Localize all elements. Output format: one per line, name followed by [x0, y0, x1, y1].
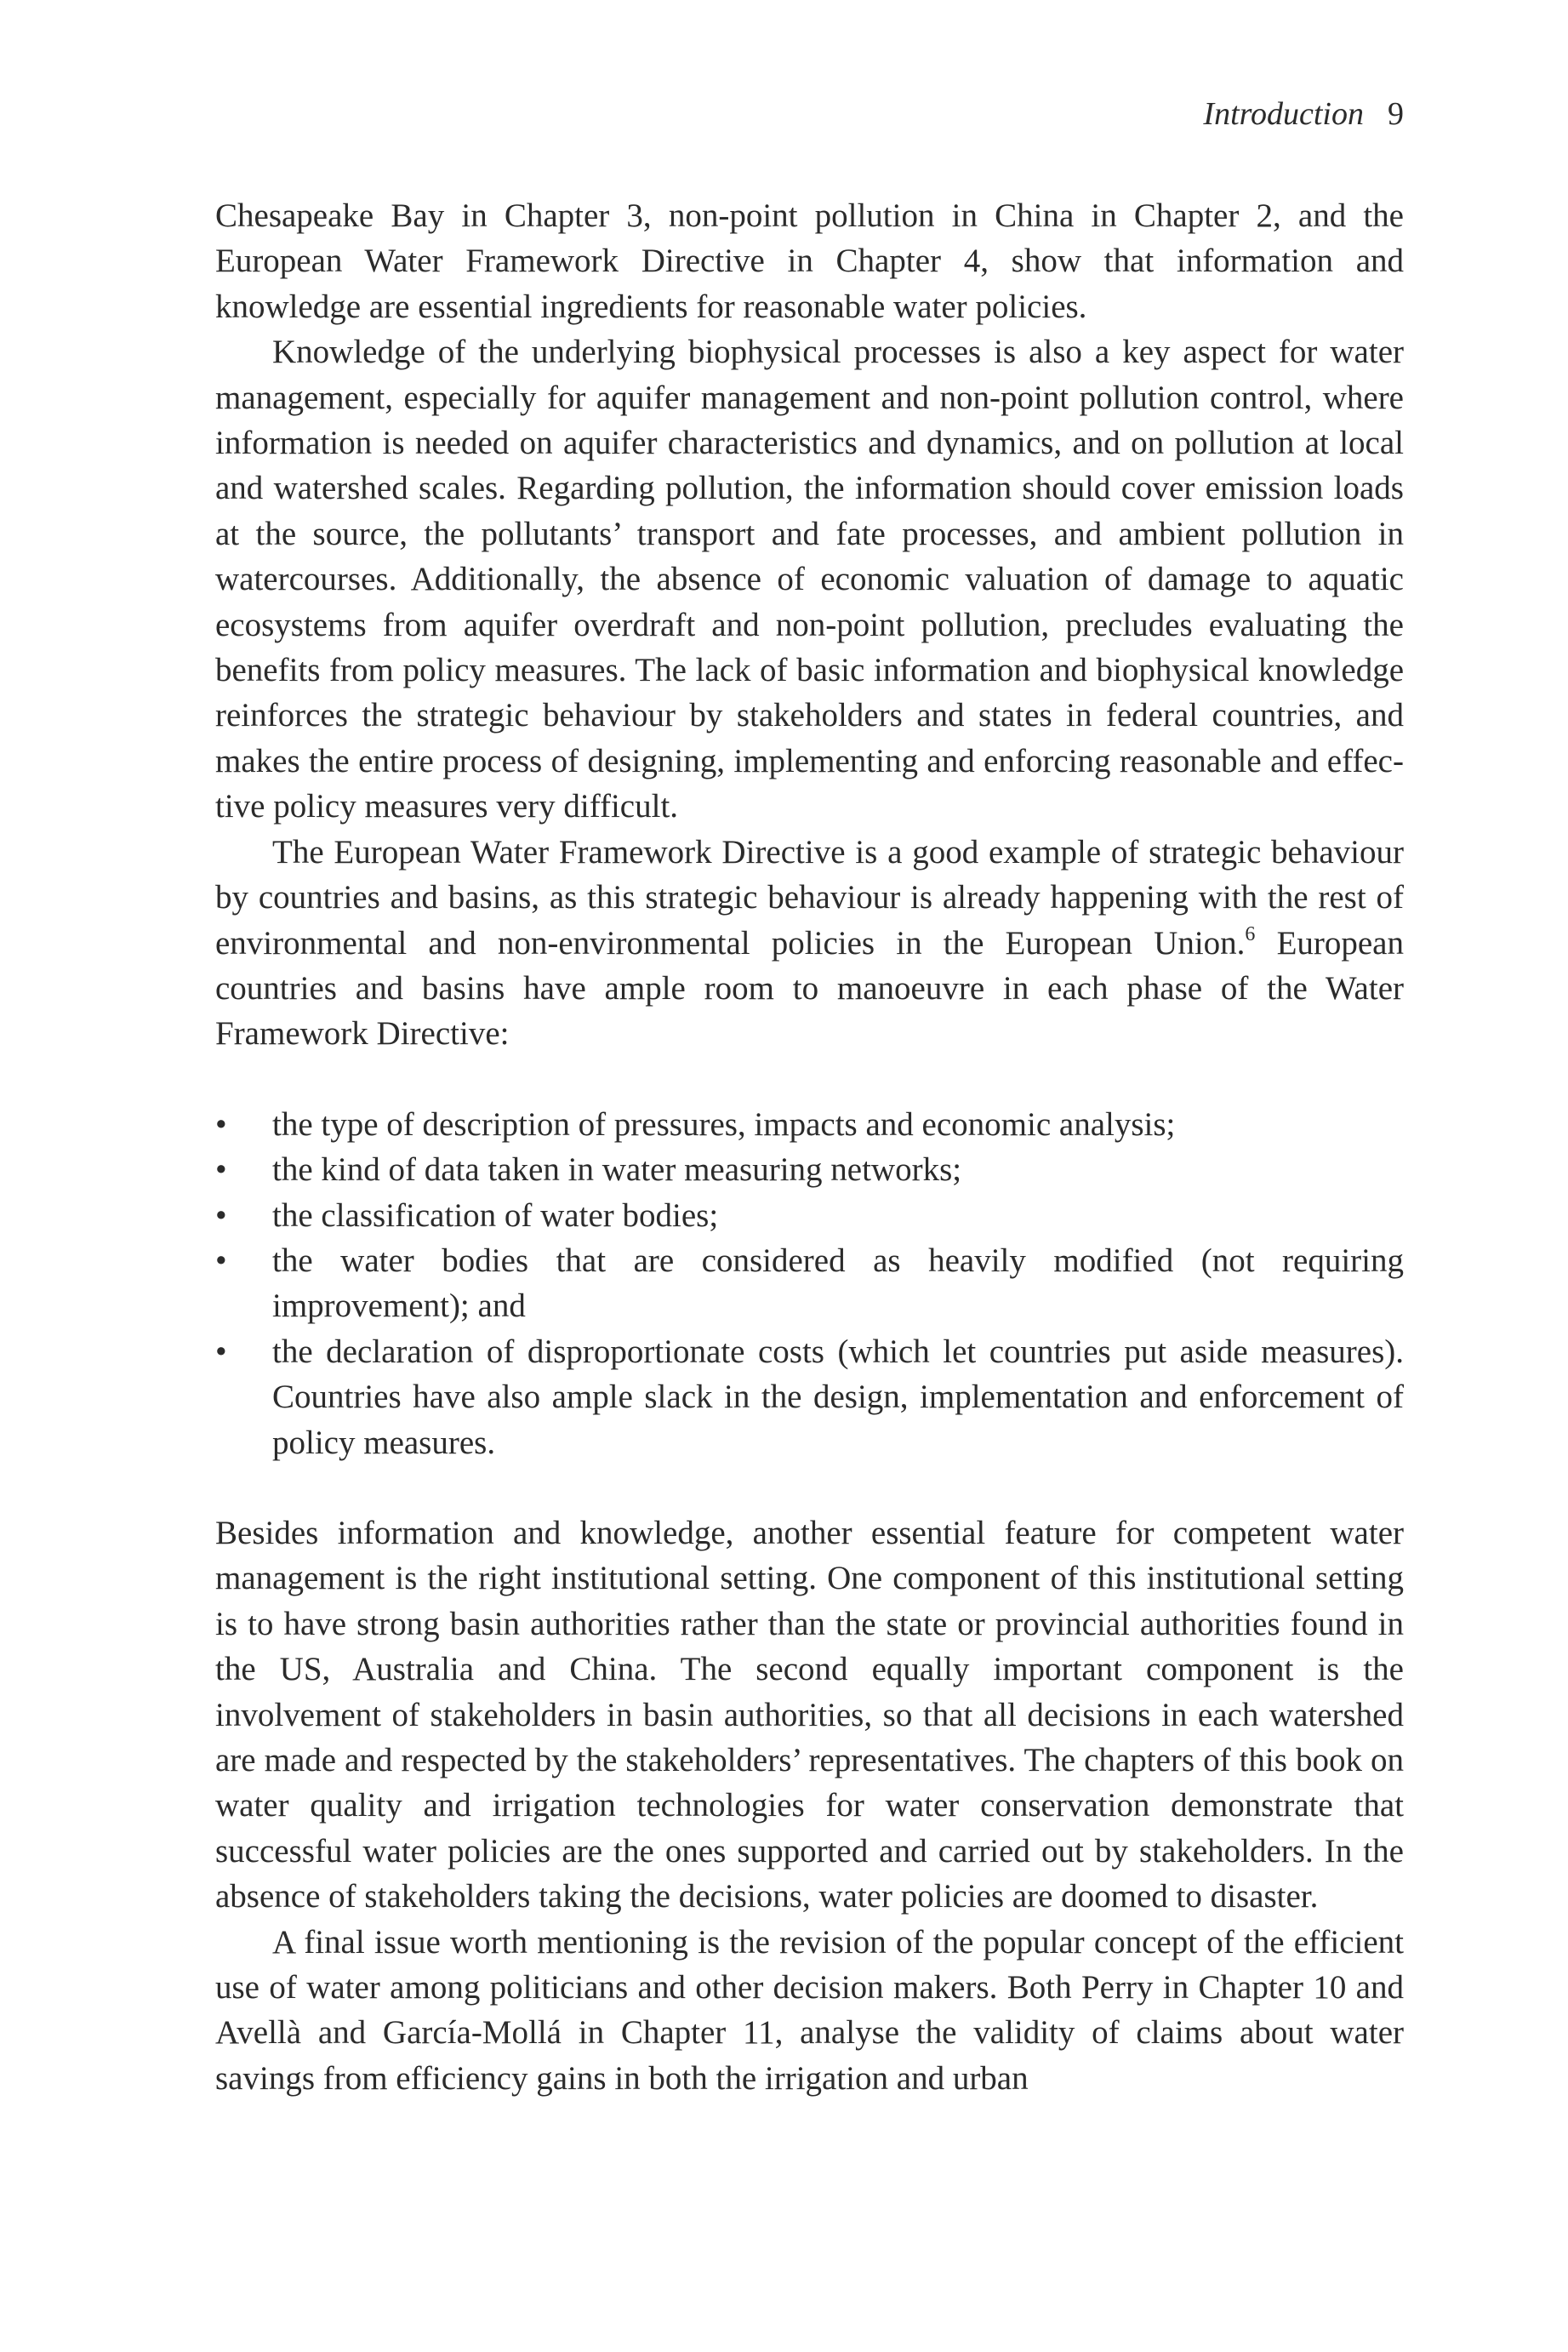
bullet-icon: • [215, 1196, 227, 1234]
paragraph-institutional-setting: Besides information and knowledge, another essential feature for competent water management is the right institutional setting. One component of this institutional setting is to have strong basin authorities rather than the state or provincial authorities found in the US, Australia and China. The second equally important component is the involvement of stakeholders in basin authorities, so that all decisions in each watershed are made and respected by the stakeholders’ representatives. The chapters of this book on water quality and irrigation technologies for water conservation demonstrate that successful water policies are the ones supported and carried out by stakeholders. In the absence of stakeholders taking the decisions, water policies are doomed to disaster. [215, 1514, 1404, 1915]
bullet-icon: • [215, 1333, 227, 1370]
wfd-text-before-note: The European Water Framework Directive is a good example of strategic behaviour by countries and basins, as this strategic behaviour is already happening with the rest of environmental and non-environmental policies in the European Union. [215, 833, 1404, 962]
list-item [215, 1238, 1404, 1329]
list-item-text: the declaration of disproportionate costs (which let countries put aside measures). Countries have also ample slack in the design, implementation and enforcement of policy measures. [272, 1333, 1404, 1461]
chapter-title: Introduction [1203, 96, 1364, 132]
list-item-text: the type of description of pressures, impacts and economic analysis; [272, 1105, 1176, 1143]
footnote-reference: 6 [1245, 922, 1256, 945]
list-item-text: the classification of water bodies; [272, 1196, 719, 1234]
page-number: 9 [1388, 96, 1404, 132]
bullet-icon: • [215, 1105, 227, 1143]
list-item [215, 1329, 1404, 1465]
paragraph-water-framework-directive [215, 830, 1404, 1057]
list-item-text: the water bodies that are considered as heavily modified (not requiring improvement); and [272, 1242, 1404, 1325]
paragraph-biophysical-knowledge: Knowledge of the underlying biophysical processes is also a key aspect for water management, especially for aquifer management and non-point pollution control, where information is needed on aquifer characteristics and dynamics, and on pollution at local and watershed scales. Regarding pollution, the information should cover emission loads at the source, the pollutants’ transport and fate processes, and ambient pollution in watercourses. Additionally, the absence of economic valuation of damage to aquatic ecosystems from aquifer overdraft and non-point pollution, precludes evaluating the benefits from policy measures. The lack of basic information and biophysical knowledge reinforces the strategic behaviour by stakeholders and states in federal countries, and makes the entire process of designing, implementing and enforcing reasonable and effective policy measures very difficult. [215, 334, 1404, 825]
paragraph-continued: Chesapeake Bay in Chapter 3, non-point pollution in China in Chapter 2, and the European Water Framework Directive in Chapter 4, show that information and knowledge are essential ingredients for reasonable water policies. [215, 197, 1404, 325]
list-item [215, 1102, 1404, 1147]
bullet-icon: • [215, 1242, 227, 1279]
wfd-text-after-note: European countries and basins have ample room to manoeuvre in each phase of the Water Framework Directive: [215, 924, 1404, 1053]
list-item [215, 1193, 1404, 1238]
list-item [215, 1147, 1404, 1192]
running-head [1203, 94, 1404, 134]
paragraph-efficient-use: A final issue worth mentioning is the revision of the popular concept of the efficient use of water among politicians and other decision makers. Both Perry in Chapter 10 and Avellà and García-Mollá in Chapter 11, analyse the validity of claims about water savings from efficiency gains in both the irrigation and urban [215, 1923, 1404, 2097]
list-item-text: the kind of data taken in water measuring networks; [272, 1151, 962, 1189]
bullet-icon: • [215, 1151, 227, 1189]
bullet-list [215, 1102, 1404, 1465]
body-text [215, 193, 1404, 2101]
